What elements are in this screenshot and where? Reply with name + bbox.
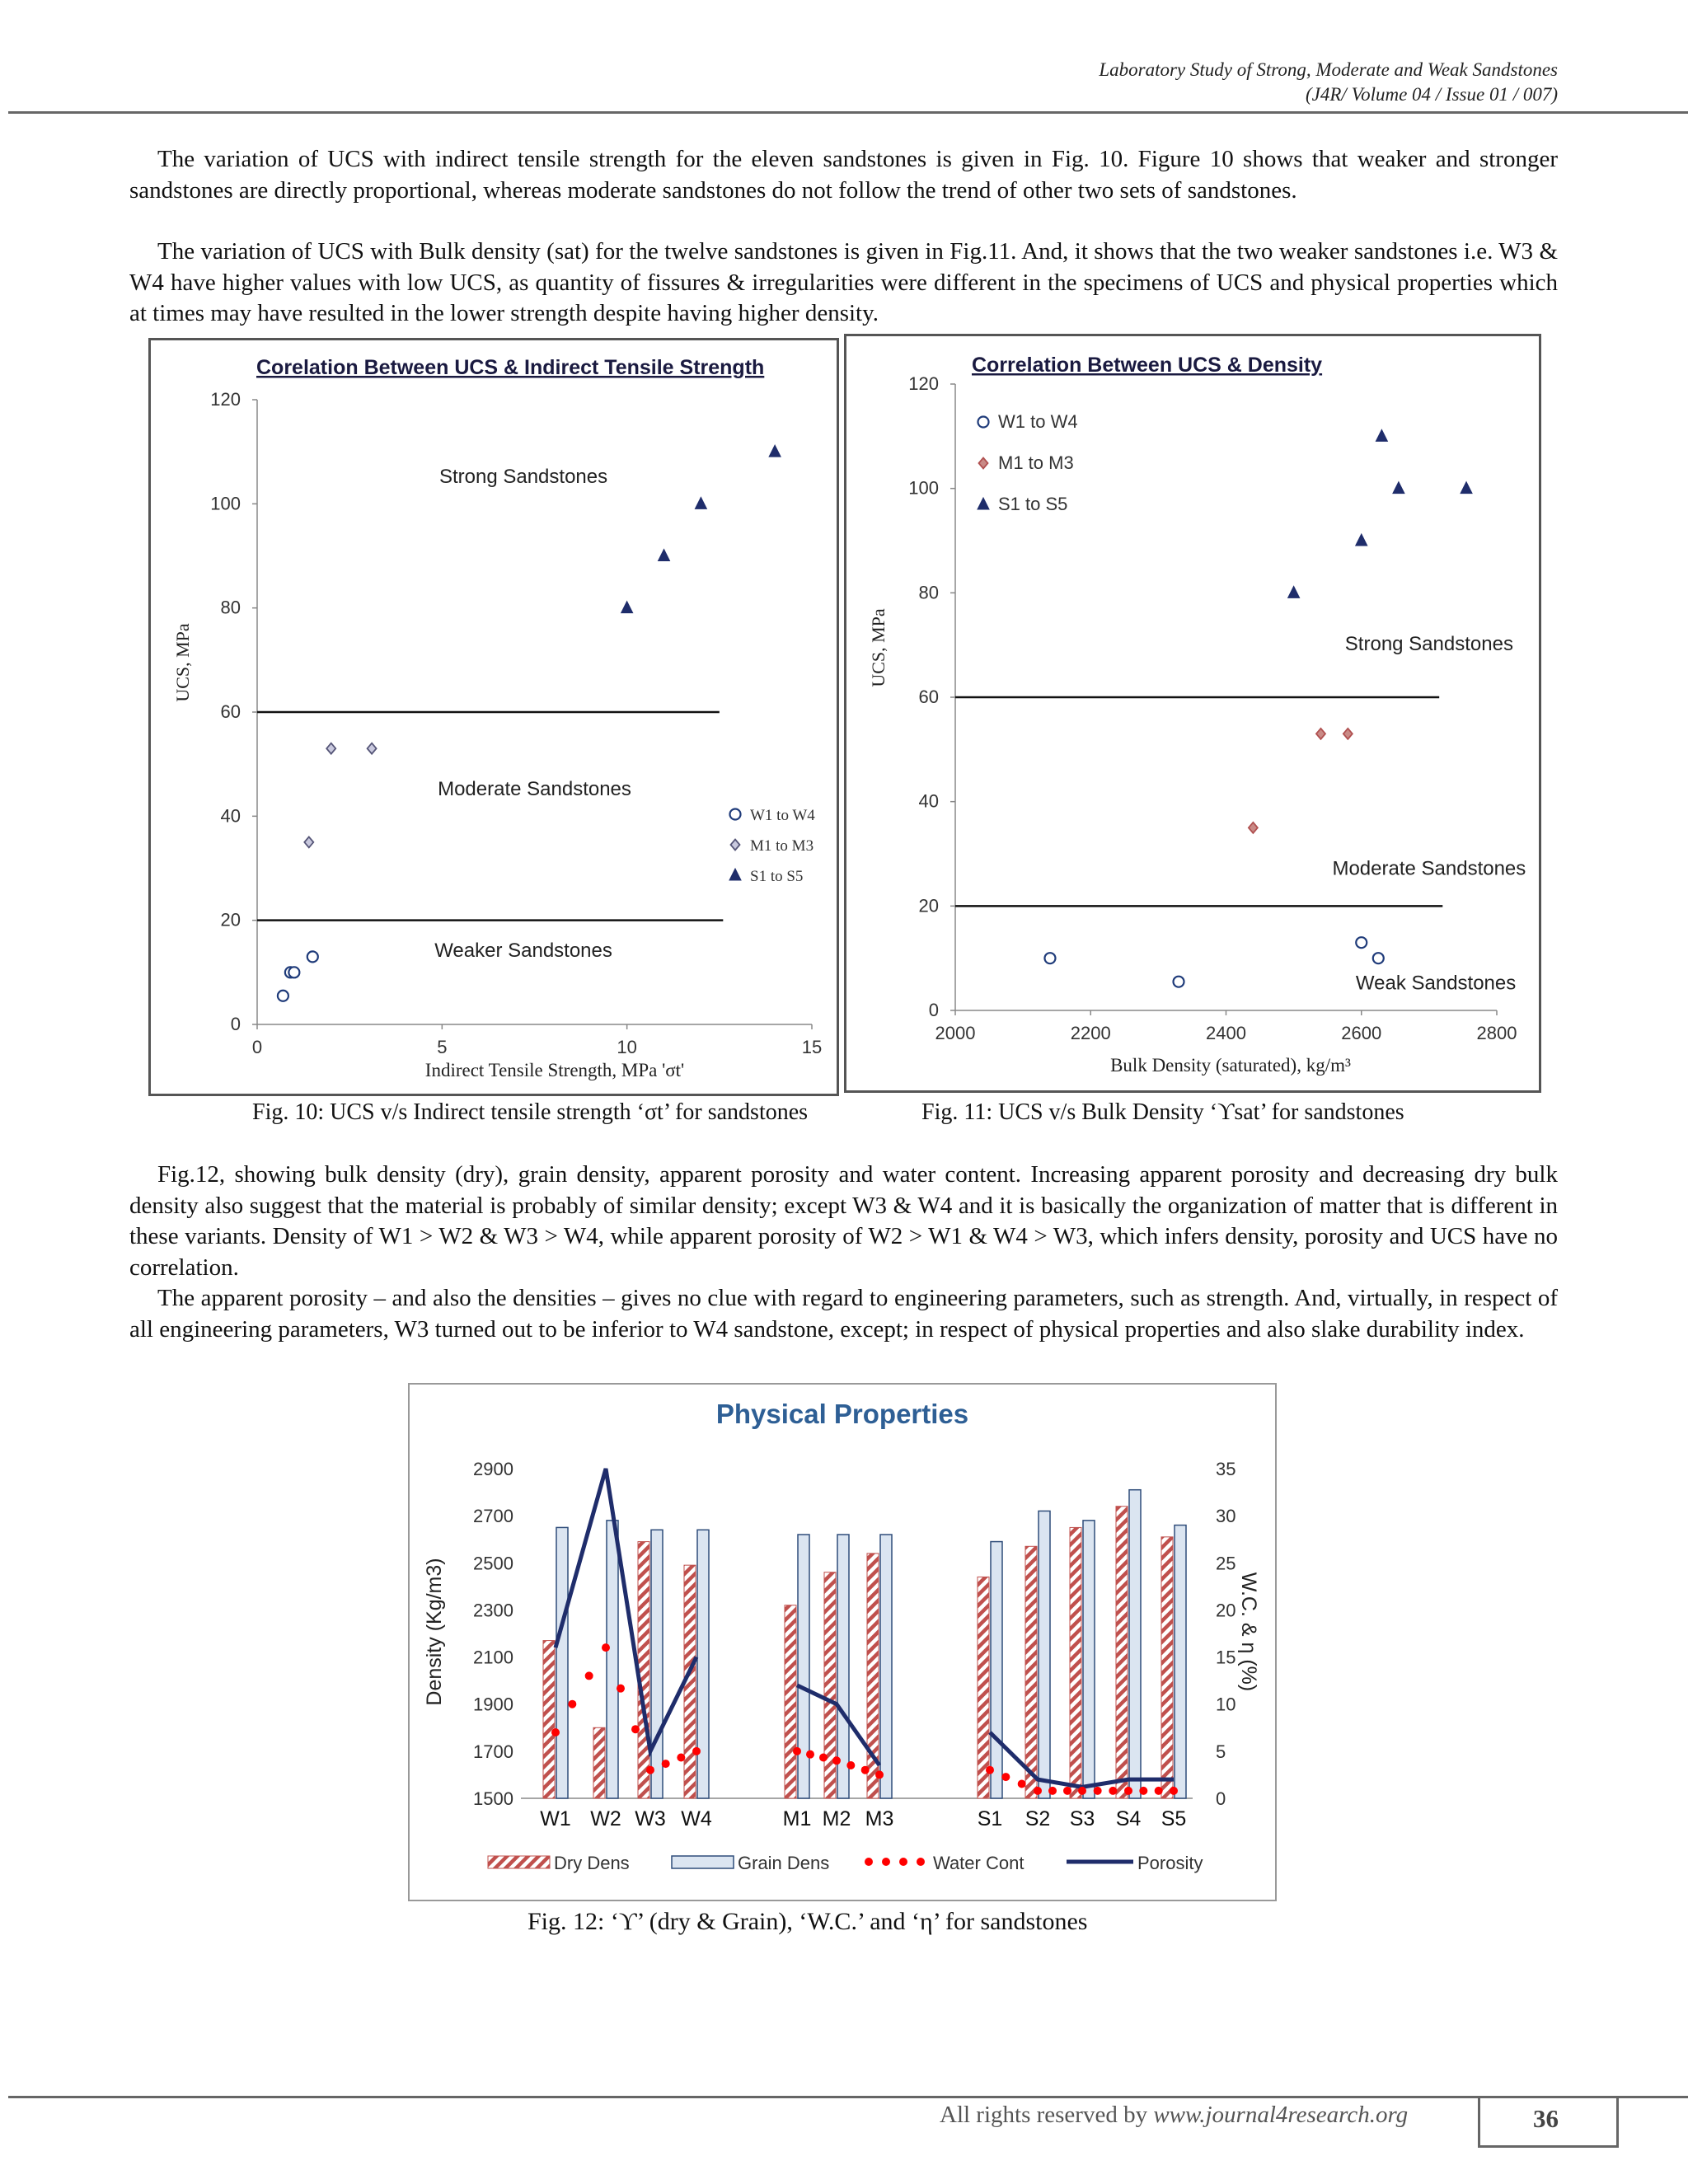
data-point: [368, 743, 377, 754]
water-content-dot: [806, 1750, 814, 1759]
legend-marker: [978, 417, 989, 428]
x-tick-label: 5: [437, 1037, 448, 1057]
paragraph-3: Fig.12, showing bulk density (dry), grain density, apparent porosity and water content. Increasing apparent porosity and decreasing dry bulk density also suggest that the material is probably of similar density; except W3 & W4 and it is basically the organization of matter that is different in these variants. Density of W1 > W2 & W3 > W4, while apparent porosity of W2 > W1 & W4 > W3, which infers density, porosity and UCS have no correlation.: [129, 1161, 1558, 1281]
caption-fig12: Fig. 12: ‘ϒ’ (dry & Grain), ‘W.C.’ and ‘η’ for sandstones: [528, 1908, 1088, 1935]
chart-physical-properties: [410, 1385, 1275, 1900]
legend-swatch-water: [865, 1858, 873, 1866]
footer-text: [940, 2102, 1408, 2129]
header-title: Laboratory Study of Strong, Moderate and Weak Sandstones: [1099, 59, 1558, 80]
bar-grain-density: [991, 1542, 1002, 1798]
legend-label: S1 to S5: [998, 494, 1068, 514]
data-point: [1393, 482, 1404, 494]
region-annotation: Moderate Sandstones: [1332, 857, 1526, 880]
bar-grain-density: [880, 1535, 892, 1798]
paragraph-1: The variation of UCS with indirect tensile strength for the eleven sandstones is given in Fig. 10. Figure 10 shows that weaker and stronger sandstones are directly proportional, whereas moderate sandstones do not follow the trend of other two sets of sandstones.: [129, 146, 1558, 204]
category-label: S4: [1115, 1807, 1142, 1830]
y-tick-label: 1700: [473, 1741, 513, 1762]
water-content-point: [1170, 1787, 1178, 1795]
data-point: [288, 967, 299, 977]
water-content-point: [986, 1766, 994, 1774]
legend-swatch-water: [882, 1858, 890, 1866]
bar-grain-density: [1083, 1521, 1095, 1798]
legend-swatch-grain: [672, 1856, 734, 1868]
bar-dry-density: [785, 1605, 796, 1798]
water-content-dot: [631, 1725, 640, 1733]
water-content-point: [1124, 1787, 1132, 1795]
y-tick-label: 1500: [473, 1788, 513, 1809]
caption-fig11: Fig. 11: UCS v/s Bulk Density ‘ϒsat’ for sandstones: [921, 1099, 1404, 1125]
water-content-dot: [1063, 1787, 1071, 1795]
footer-site-link[interactable]: www.journal4research.org: [1153, 2102, 1409, 2128]
bar-dry-density: [1161, 1537, 1173, 1798]
legend-marker: [730, 809, 741, 820]
data-point: [1288, 586, 1300, 598]
chart-title: Corelation Between UCS & Indirect Tensile Strength: [256, 356, 765, 379]
y-tick-label: 0: [928, 1000, 939, 1020]
chart-ucs-vs-tensile: [151, 340, 837, 1094]
category-label: S3: [1069, 1807, 1095, 1830]
bar-dry-density: [824, 1572, 836, 1798]
y-tick-label: 2500: [473, 1553, 513, 1574]
region-annotation: Strong Sandstones: [438, 466, 608, 489]
y-tick-label: 2900: [473, 1459, 513, 1479]
bar-dry-density: [543, 1641, 555, 1798]
bar-grain-density: [651, 1530, 663, 1798]
data-point: [769, 445, 781, 457]
water-content-dot: [617, 1685, 625, 1693]
water-content-point: [602, 1643, 610, 1652]
paragraph-4: The apparent porosity – and also the densities – gives no clue with regard to engineering parameters, such as strength. And, virtually, in respect of all engineering parameters, W3 turned out to be inferior to W4 sandstone, except; in respect of physical properties and also slake durability index.: [129, 1285, 1558, 1343]
data-point: [1356, 937, 1367, 948]
legend-marker: [731, 840, 740, 851]
x-tick-label: 0: [251, 1037, 263, 1057]
x-tick-label: 2200: [1070, 1023, 1111, 1043]
y-axis-label: UCS, MPa: [868, 608, 889, 687]
region-annotation: Weaker Sandstones: [434, 939, 612, 962]
y2-tick-label: 20: [1216, 1600, 1236, 1621]
legend-label: M1 to M3: [750, 837, 814, 855]
category-label: S2: [1025, 1807, 1051, 1830]
data-point: [307, 951, 318, 962]
legend-swatch-water: [899, 1858, 907, 1866]
caption-fig10: Fig. 10: UCS v/s Indirect tensile strength ‘σt’ for sandstones: [252, 1099, 809, 1125]
running-header: [0, 58, 1558, 107]
water-content-dot: [585, 1671, 593, 1680]
bar-dry-density: [978, 1577, 989, 1798]
y-tick-label: 20: [918, 895, 939, 916]
water-content-dot: [1001, 1773, 1010, 1781]
category-label: M1: [782, 1807, 812, 1830]
data-point: [278, 991, 288, 1001]
data-point: [621, 602, 633, 613]
bar-grain-density: [607, 1521, 618, 1798]
category-label: S5: [1160, 1807, 1187, 1830]
bar-dry-density: [1070, 1527, 1081, 1798]
legend-marker: [978, 498, 989, 509]
water-content-point: [646, 1766, 654, 1774]
water-content-point: [793, 1747, 801, 1755]
water-content-point: [551, 1728, 560, 1736]
y-tick-label: 0: [230, 1014, 241, 1034]
data-point: [1174, 977, 1184, 987]
data-point: [1044, 953, 1055, 963]
category-label: S1: [977, 1807, 1003, 1830]
data-point: [1316, 729, 1325, 739]
paragraph-2: The variation of UCS with Bulk density (sat) for the twelve sandstones is given in Fig.11. And, it shows that the two weaker sandstones i.e. W3 & W4 have higher values with low UCS, as quantity of fissures & irregularities were different in the specimens of UCS and physical properties which at times may have resulted in the lower strength despite having higher density.: [129, 238, 1558, 326]
legend-marker: [979, 458, 988, 469]
category-label: M2: [822, 1807, 851, 1830]
bar-grain-density: [697, 1530, 709, 1798]
bar-grain-density: [556, 1527, 568, 1798]
water-content-point: [692, 1747, 701, 1755]
y2-tick-label: 25: [1216, 1553, 1236, 1574]
category-label: W1: [540, 1807, 571, 1830]
water-content-point: [832, 1756, 841, 1765]
x-tick-label: 2600: [1341, 1023, 1382, 1043]
y-tick-label: 40: [220, 805, 241, 827]
x-tick-label: 15: [801, 1037, 823, 1057]
legend-label: W1 to W4: [750, 807, 815, 824]
x-tick-label: 2800: [1476, 1023, 1517, 1043]
legend-marker: [729, 869, 741, 880]
legend-swatch-water: [917, 1858, 925, 1866]
data-point: [1249, 823, 1258, 833]
water-content-dot: [846, 1761, 855, 1769]
data-point: [1356, 534, 1367, 546]
y2-tick-label: 30: [1216, 1506, 1236, 1527]
legend-label: W1 to W4: [998, 411, 1078, 432]
y-tick-label: 80: [220, 597, 241, 618]
x-axis-label: Indirect Tensile Strength, MPa 'σt': [424, 1060, 685, 1080]
y-tick-label: 100: [908, 477, 939, 499]
water-content-dot: [819, 1753, 828, 1761]
water-content-dot: [1155, 1787, 1163, 1795]
x-tick-label: 2000: [935, 1023, 976, 1043]
footer-rights: All rights reserved by: [940, 2102, 1154, 2128]
footer-rule: [8, 2096, 1688, 2098]
bar-dry-density: [593, 1727, 605, 1798]
bar-dry-density: [1116, 1507, 1128, 1798]
y-tick-label: 100: [210, 493, 241, 514]
y-tick-label: 2300: [473, 1600, 513, 1621]
y-tick-label: 40: [918, 790, 939, 812]
water-content-point: [1034, 1787, 1042, 1795]
water-content-dot: [1139, 1787, 1147, 1795]
region-annotation: Weak Sandstones: [1355, 972, 1517, 995]
y-axis-label: Density (Kg/m3): [423, 1558, 446, 1706]
y2-tick-label: 10: [1216, 1694, 1236, 1715]
data-point: [1461, 482, 1472, 494]
x-axis-label: Bulk Density (saturated), kg/m³: [1110, 1055, 1351, 1076]
data-point: [1373, 953, 1384, 963]
water-content-dot: [1109, 1787, 1117, 1795]
data-point: [695, 497, 706, 509]
y-tick-label: 60: [918, 687, 939, 707]
category-label: W4: [681, 1807, 712, 1830]
region-annotation: Strong Sandstones: [1344, 633, 1513, 655]
y2-tick-label: 35: [1216, 1459, 1236, 1479]
water-content-dot: [861, 1766, 870, 1774]
legend-label: M1 to M3: [998, 452, 1074, 473]
legend-label: Water Cont: [933, 1853, 1025, 1873]
water-content-point: [1078, 1787, 1086, 1795]
y-tick-label: 60: [220, 701, 241, 722]
y-axis-label: UCS, MPa: [172, 623, 193, 702]
y2-tick-label: 0: [1216, 1788, 1226, 1809]
y2-tick-label: 5: [1216, 1741, 1226, 1762]
data-point: [1343, 729, 1353, 739]
water-content-dot: [1048, 1787, 1057, 1795]
header-issue: (J4R/ Volume 04 / Issue 01 / 007): [1306, 84, 1558, 105]
bar-grain-density: [798, 1535, 809, 1798]
category-label: W3: [635, 1807, 666, 1830]
water-content-dot: [568, 1700, 576, 1708]
water-content-point: [875, 1770, 884, 1779]
page-number: 36: [1533, 2104, 1559, 2133]
data-point: [1376, 429, 1387, 441]
category-label: M3: [865, 1807, 894, 1830]
legend-label: Grain Dens: [738, 1853, 830, 1873]
water-content-dot: [1018, 1779, 1026, 1788]
category-label: W2: [590, 1807, 621, 1830]
y-tick-label: 20: [220, 909, 241, 930]
region-annotation: Moderate Sandstones: [438, 778, 631, 801]
y-tick-label: 1900: [473, 1694, 513, 1715]
data-point: [304, 837, 313, 847]
data-point: [326, 743, 335, 754]
bar-grain-density: [1129, 1490, 1141, 1798]
y2-tick-label: 15: [1216, 1647, 1236, 1668]
bar-dry-density: [1025, 1546, 1037, 1798]
chart-title: Correlation Between UCS & Density: [972, 354, 1323, 377]
legend-label: Porosity: [1137, 1853, 1203, 1873]
figure-11: [844, 334, 1541, 1093]
y-tick-label: 80: [918, 582, 939, 603]
x-tick-label: 2400: [1206, 1023, 1246, 1043]
chart-title: Physical Properties: [715, 1399, 969, 1429]
bar-dry-density: [638, 1542, 649, 1798]
y-tick-label: 2700: [473, 1506, 513, 1527]
legend-label: S1 to S5: [750, 868, 804, 885]
figure-12: [408, 1383, 1277, 1901]
legend-label: Dry Dens: [554, 1853, 630, 1873]
chart-ucs-vs-density: [846, 336, 1539, 1090]
x-tick-label: 10: [617, 1037, 637, 1057]
water-content-dot: [1094, 1787, 1102, 1795]
data-point: [659, 550, 670, 561]
water-content-dot: [677, 1753, 685, 1761]
water-content-dot: [662, 1760, 670, 1768]
y-tick-label: 2100: [473, 1647, 513, 1668]
figure-10: [148, 338, 839, 1096]
header-rule: [8, 111, 1688, 114]
y-tick-label: 120: [210, 389, 241, 410]
y-tick-label: 120: [908, 373, 939, 394]
bar-grain-density: [1039, 1511, 1050, 1798]
porosity-line: [556, 1469, 696, 1751]
legend-swatch-dry: [488, 1856, 550, 1868]
y2-axis-label: W.C. & η (%): [1237, 1572, 1260, 1692]
bar-grain-density: [1175, 1526, 1186, 1798]
